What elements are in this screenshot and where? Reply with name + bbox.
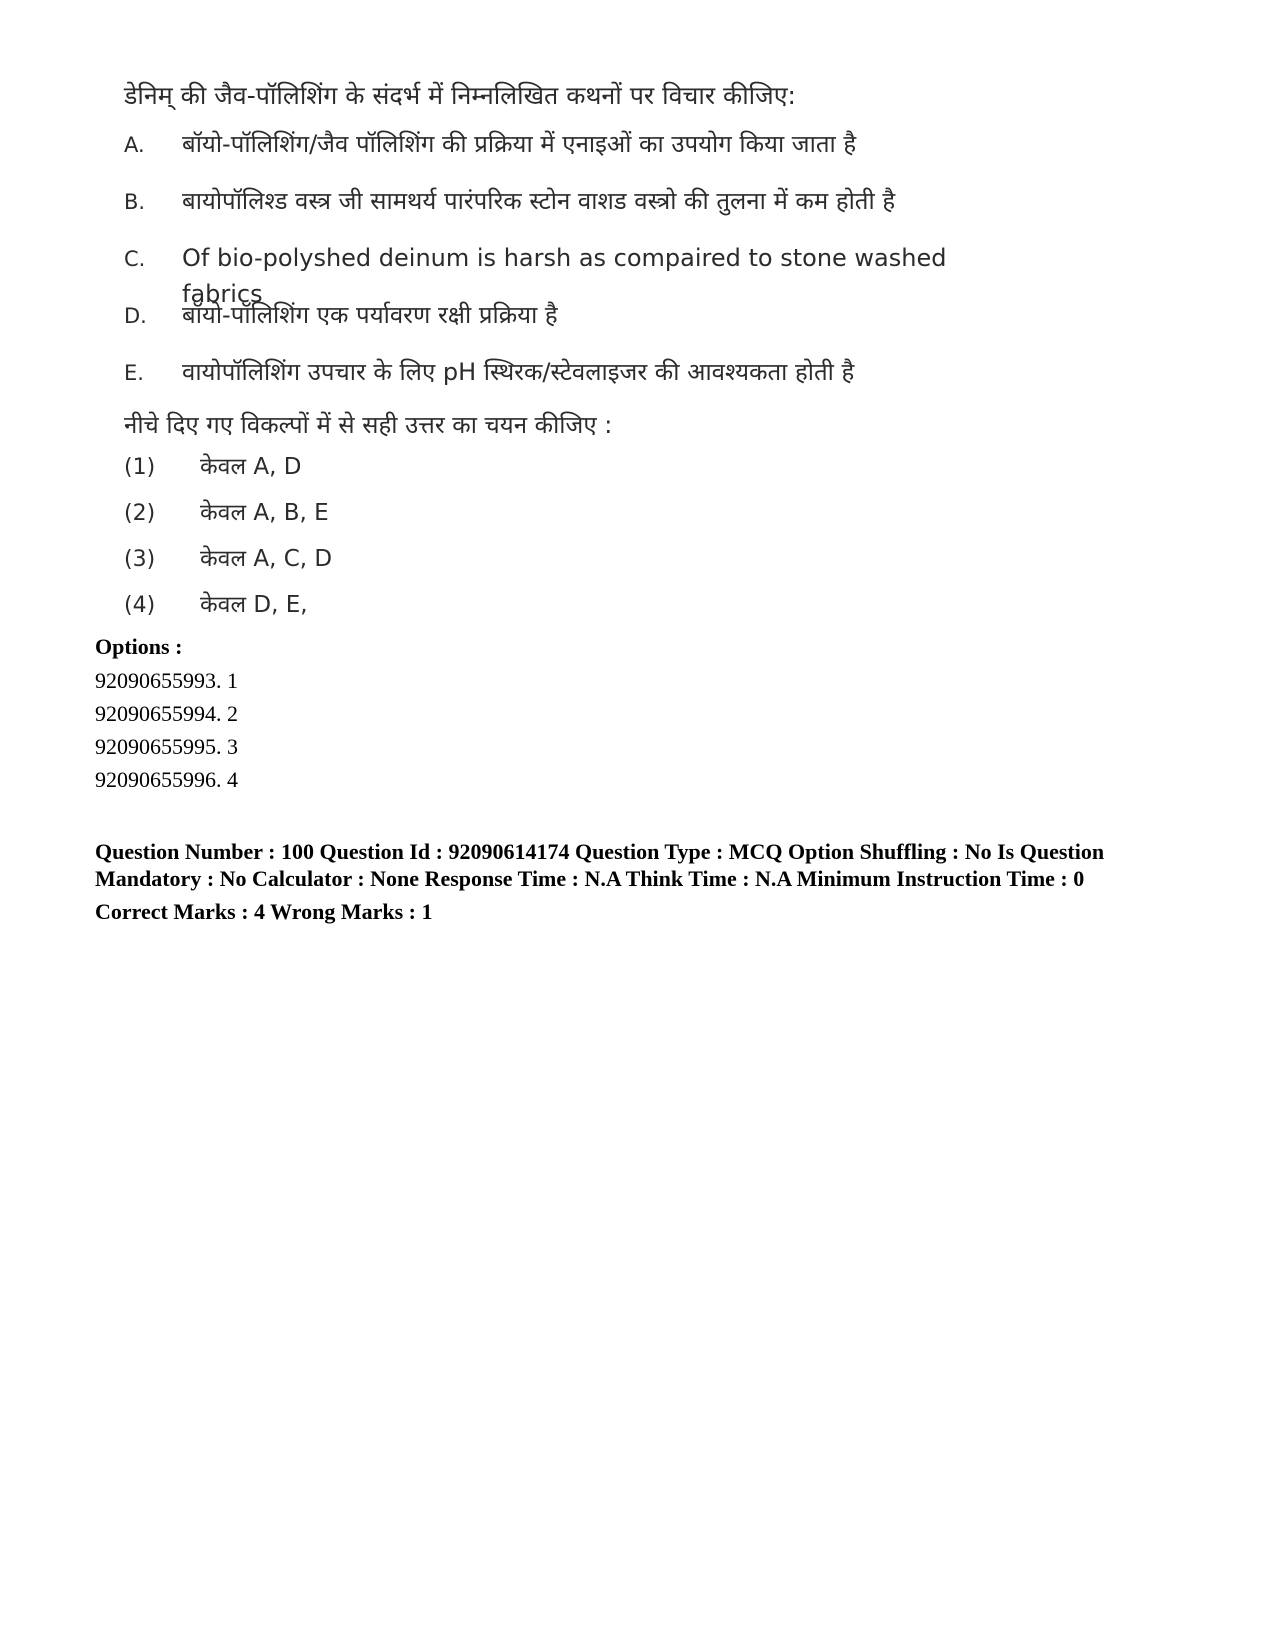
options-list [95,630,1195,796]
choice-text: केवल A, D [200,454,302,480]
choice-4 [124,587,1024,633]
choice-number: (4) [124,593,156,618]
choice-3 [124,541,1024,587]
statement-c [124,240,1024,308]
question-intro: डेनिम् की जैव-पॉलिशिंग के संदर्भ में निम्नलिखित कथनों पर विचार कीजिए: [124,81,796,110]
statement-text: वायोपॉलिशिंग उपचार के लिए pH स्थिरक/स्टेवलाइजर की आवश्यकता होती है [182,358,855,386]
statement-text: Of bio-polyshed deinum is harsh as compaired to stone washed fabrics [182,244,947,308]
statement-label: C. [124,247,146,271]
statement-d [124,297,1024,354]
choice-2 [124,495,1024,541]
option-item: 92090655996. 4 [95,767,238,792]
statement-text: बॉयो-पॉलिशिंग एक पर्यावरण रक्षी प्रक्रिया है [182,301,558,329]
statement-label: A. [124,133,145,157]
statement-text: बॉयो-पॉलिशिंग/जैव पॉलिशिंग की प्रक्रिया में एनाइओं का उपयोग किया जाता है [182,130,857,158]
choice-text: केवल A, C, D [200,546,333,572]
options-heading: Options : [95,634,183,659]
statement-b [124,183,1024,240]
statement-label: E. [124,361,144,385]
choice-number: (2) [124,501,156,526]
question-metadata [95,838,1135,926]
choice-1 [124,449,1024,495]
question-info: Question Number : 100 Question Id : 92090614174 Question Type : MCQ Option Shuffling : No Is Question Mandatory : No Calculator : None Response Time : N.A Think Time : N.A Minimum Instruction Time : 0 [95,839,1105,891]
choice-number: (3) [124,547,156,572]
statement-e [124,354,1024,411]
statement-label: B. [124,190,146,214]
question-prompt: नीचे दिए गए विकल्पों में से सही उत्तर का चयन कीजिए : [124,411,613,439]
question-image-block [124,78,1024,633]
statement-text: बायोपॉलिश्ड वस्त्र जी सामथर्य पारंपरिक स्टोन वाशड वस्त्रो की तुलना में कम होती है [182,187,896,215]
option-item: 92090655993. 1 [95,668,238,693]
choice-text: केवल A, B, E [200,500,329,526]
question-marks: Correct Marks : 4 Wrong Marks : 1 [95,899,433,924]
option-item: 92090655995. 3 [95,734,238,759]
statement-label: D. [124,304,147,328]
choice-number: (1) [124,455,156,480]
choice-text: केवल D, E, [200,592,308,618]
statement-a [124,126,1024,183]
option-item: 92090655994. 2 [95,701,238,726]
